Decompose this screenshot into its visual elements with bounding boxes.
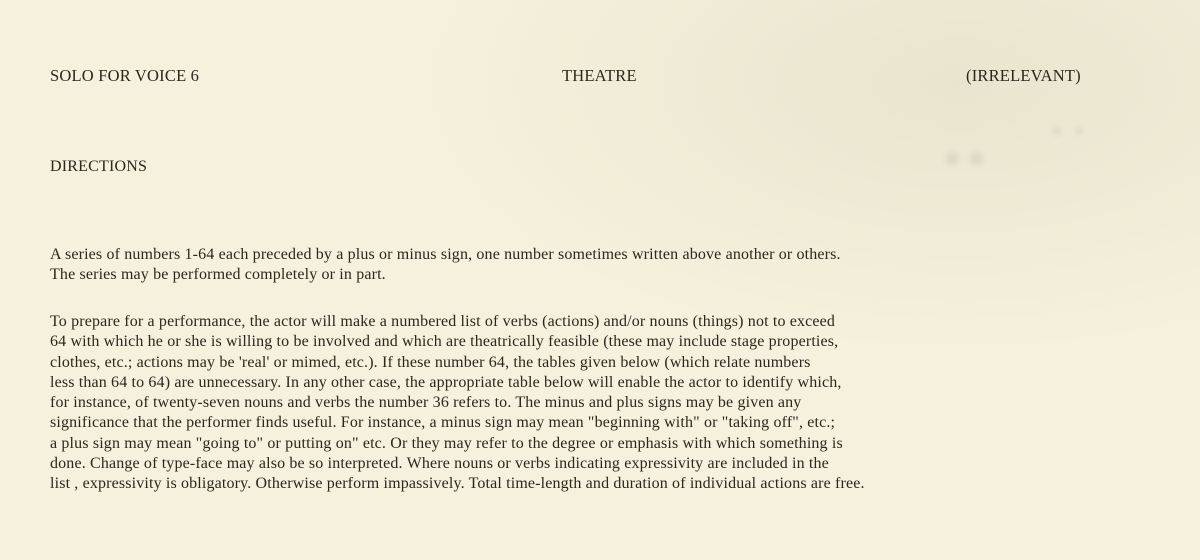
piece-category: THEATRE bbox=[562, 66, 637, 85]
paragraph-line: The series may be performed completely or in part. bbox=[50, 266, 386, 284]
paragraph-line: for instance, of twenty-seven nouns and verbs the number 36 refers to. The minus and plus signs may be given any bbox=[50, 394, 802, 412]
paragraph-line: done. Change of type-face may also be so interpreted. Where nouns or verbs indicating expressivity are included in the bbox=[50, 455, 829, 473]
directions-paragraph-1 bbox=[50, 245, 1190, 286]
paragraph-line: clothes, etc.; actions may be 'real' or mimed, etc.). If these number 64, the tables given below (which relate numbers bbox=[50, 353, 811, 371]
directions-paragraph-2 bbox=[50, 312, 1190, 495]
paragraph-line: 64 with which he or she is willing to be involved and which are theatrically feasible (these may include stage properties, bbox=[50, 333, 839, 351]
page-header bbox=[50, 66, 1150, 90]
piece-title: SOLO FOR VOICE 6 bbox=[50, 66, 200, 85]
paragraph-line: significance that the performer finds useful. For instance, a minus sign may mean "beginning with" or "taking off", etc.; bbox=[50, 414, 836, 432]
section-title: DIRECTIONS bbox=[50, 158, 148, 175]
paragraph-line: less than 64 to 64) are unnecessary. In any other case, the appropriate table below will enable the actor to identify which, bbox=[50, 373, 842, 391]
bleed-through-marks: •• • • bbox=[940, 120, 1086, 182]
paragraph-line: A series of numbers 1-64 each preceded by a plus or minus sign, one number sometimes written above another or others. bbox=[50, 246, 841, 263]
paragraph-line: a plus sign may mean "going to" or putting on" etc. Or they may refer to the degree or emphasis with which something is bbox=[50, 434, 843, 452]
paragraph-line: To prepare for a performance, the actor will make a numbered list of verbs (actions) and/or nouns (things) not to exceed bbox=[50, 313, 836, 330]
paragraph-line: list , expressivity is obligatory. Otherwise perform impassively. Total time-length and duration of individual actions are free. bbox=[50, 475, 865, 493]
piece-qualifier: (IRRELEVANT) bbox=[966, 66, 1081, 85]
